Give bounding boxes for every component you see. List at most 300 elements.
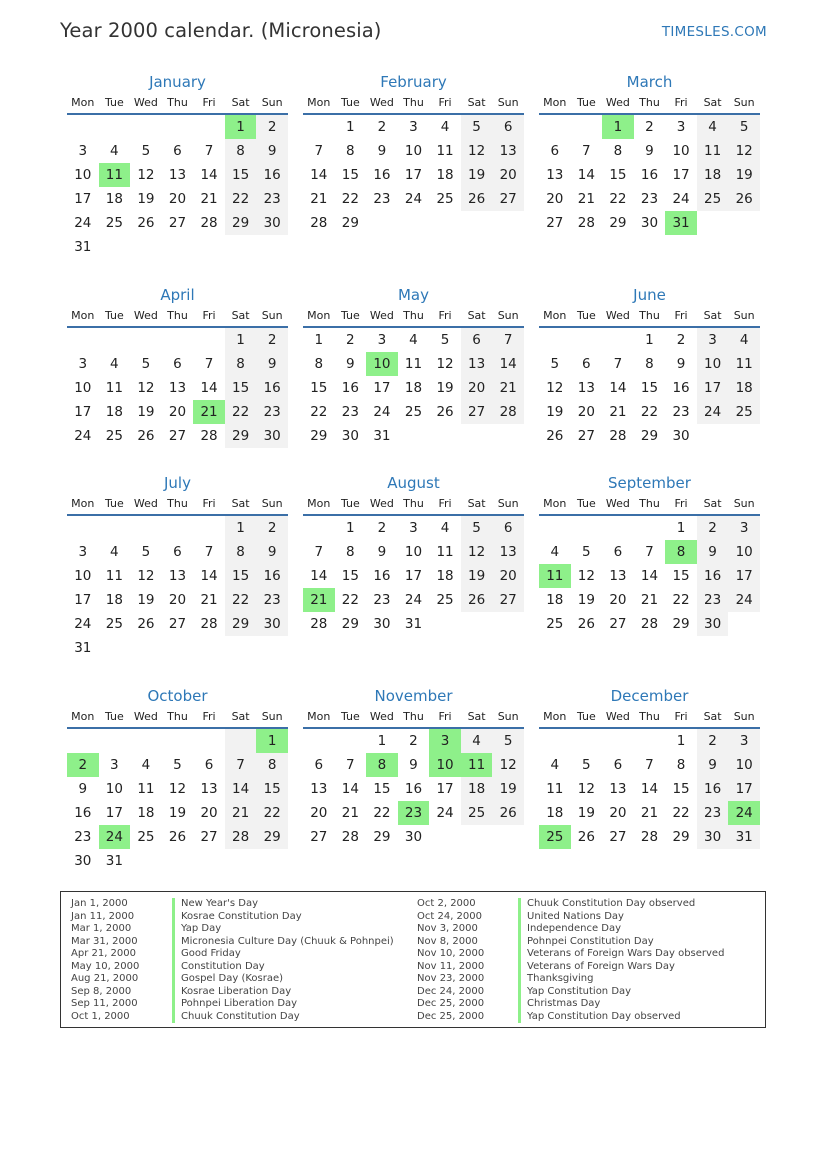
day-cell: 9: [676, 356, 686, 372]
day-cell: 10: [404, 143, 423, 159]
day-cell: 7: [613, 356, 623, 372]
day-cell: 12: [137, 380, 155, 396]
day-cell: 30: [341, 428, 359, 444]
empty-day-cell: [602, 516, 634, 540]
empty-day-cell: [67, 516, 99, 540]
week-row: [67, 612, 288, 636]
day-cell: 28: [225, 825, 257, 849]
weekday-label: Thu: [639, 710, 660, 723]
empty-day-cell: [461, 424, 493, 448]
week-row: [67, 235, 288, 259]
day-cell: 16: [640, 167, 659, 183]
day-cell: 25: [728, 400, 760, 424]
week-row: [539, 729, 760, 753]
day-cell: 12: [168, 781, 187, 797]
weekday-header: [67, 707, 288, 729]
day-cell: 29: [225, 211, 257, 235]
empty-day-cell: [193, 115, 225, 139]
day-cell: 27: [168, 428, 187, 444]
holiday-date: Jan 11, 2000: [71, 910, 135, 922]
day-cell: 20: [168, 191, 187, 207]
day-cell: 1: [676, 520, 686, 536]
day-cell: 10: [74, 380, 92, 396]
day-cell: 17: [373, 380, 391, 396]
day-cell: 19: [461, 564, 493, 588]
day-cell: 7: [204, 143, 214, 159]
day-cell: 19: [492, 777, 524, 801]
empty-day-cell: [162, 115, 194, 139]
month-title: June: [633, 286, 666, 304]
day-cell: 31: [74, 239, 92, 255]
day-cell: 14: [492, 352, 524, 376]
holiday-day-cell: 8: [665, 540, 697, 564]
empty-day-cell: [429, 211, 461, 235]
weekday-label: Wed: [133, 497, 158, 510]
day-cell: 8: [225, 352, 257, 376]
day-cell: 28: [492, 400, 524, 424]
empty-day-cell: [193, 729, 225, 753]
weekday-label: Tue: [340, 710, 360, 723]
day-cell: 7: [582, 143, 591, 159]
day-cell: 22: [225, 187, 257, 211]
day-cell: 20: [492, 163, 524, 187]
day-cell: 9: [256, 352, 288, 376]
holiday-list: [60, 891, 766, 1028]
week-row: [67, 352, 288, 376]
empty-day-cell: [130, 328, 162, 352]
day-cell: 24: [697, 400, 729, 424]
day-cell: 16: [74, 805, 92, 821]
holiday-day-cell: 1: [225, 115, 257, 139]
month-title: October: [147, 687, 208, 705]
day-cell: 17: [74, 592, 92, 608]
day-cell: 5: [461, 115, 493, 139]
day-cell: 7: [346, 757, 355, 773]
day-cell: 4: [409, 332, 418, 348]
day-cell: 4: [440, 119, 450, 135]
day-cell: 21: [577, 191, 595, 207]
empty-day-cell: [492, 424, 524, 448]
week-row: [303, 612, 524, 636]
day-cell: 15: [609, 167, 627, 183]
day-cell: 15: [672, 781, 690, 797]
weekday-label: Sun: [733, 309, 755, 322]
empty-day-cell: [162, 636, 194, 660]
weekday-label: Sun: [733, 96, 755, 109]
day-cell: 22: [341, 592, 359, 608]
month-january: [67, 72, 288, 259]
day-cell: 6: [492, 516, 524, 540]
empty-day-cell: [225, 235, 257, 259]
day-cell: 13: [168, 568, 187, 584]
holiday-date: Jan 1, 2000: [71, 898, 128, 909]
day-cell: 9: [697, 753, 729, 777]
week-row: [539, 588, 760, 612]
day-cell: 29: [225, 424, 257, 448]
day-cell: 4: [110, 544, 119, 560]
holiday-day-cell: 11: [99, 163, 131, 187]
day-cell: 2: [409, 733, 418, 749]
day-cell: 7: [645, 544, 654, 560]
day-cell: 4: [141, 757, 151, 773]
empty-day-cell: [492, 612, 524, 636]
day-cell: 28: [609, 428, 627, 444]
weekday-label: Tue: [576, 96, 596, 109]
week-row: [303, 115, 524, 139]
day-cell: 24: [404, 191, 423, 207]
empty-day-cell: [99, 729, 131, 753]
day-cell: 5: [440, 332, 450, 348]
day-cell: 2: [645, 119, 654, 135]
day-cell: 20: [200, 805, 218, 821]
weekday-label: Fri: [438, 96, 452, 109]
weekday-label: Sun: [733, 497, 755, 510]
day-cell: 30: [256, 612, 288, 636]
day-cell: 6: [550, 143, 560, 159]
day-cell: 15: [640, 380, 659, 396]
day-cell: 6: [173, 544, 182, 560]
day-cell: 4: [728, 328, 760, 352]
holiday-date: Mar 1, 2000: [71, 923, 132, 935]
day-cell: 12: [577, 781, 595, 797]
empty-day-cell: [193, 328, 225, 352]
weekday-label: Sun: [261, 96, 283, 109]
week-row: [67, 564, 288, 588]
day-cell: 11: [546, 781, 564, 797]
day-cell: 30: [672, 428, 690, 444]
day-cell: 14: [640, 781, 659, 797]
day-cell: 17: [697, 376, 729, 400]
day-cell: 18: [546, 592, 564, 608]
day-cell: 24: [74, 428, 92, 444]
day-cell: 11: [137, 781, 155, 797]
week-row: [303, 139, 524, 163]
weekday-label: Mon: [543, 309, 567, 322]
weekday-label: Sat: [467, 497, 486, 510]
empty-day-cell: [225, 849, 257, 873]
empty-day-cell: [634, 729, 666, 753]
weekday-header: [539, 494, 760, 516]
day-cell: 14: [310, 568, 328, 584]
day-cell: 14: [310, 167, 328, 183]
empty-day-cell: [99, 115, 131, 139]
weekday-header: [303, 707, 524, 729]
day-cell: 2: [377, 119, 387, 135]
day-cell: 25: [404, 404, 423, 420]
holiday-date: Mar 31, 2000: [71, 935, 138, 947]
empty-day-cell: [539, 516, 571, 540]
day-cell: 26: [168, 829, 187, 845]
weekday-label: Fri: [202, 497, 216, 510]
empty-day-cell: [193, 516, 225, 540]
weekday-header: [539, 93, 760, 115]
day-cell: 4: [110, 356, 119, 372]
holiday-day-cell: 11: [539, 564, 571, 588]
day-cell: 19: [577, 805, 595, 821]
empty-day-cell: [256, 235, 288, 259]
day-cell: 21: [200, 191, 218, 207]
day-cell: 18: [105, 191, 123, 207]
day-cell: 18: [461, 777, 493, 801]
weekday-label: Tue: [104, 309, 124, 322]
holiday-name: New Year's Day: [172, 898, 258, 911]
day-cell: 21: [492, 376, 524, 400]
week-row: [67, 849, 288, 873]
empty-day-cell: [162, 516, 194, 540]
day-cell: 27: [461, 400, 493, 424]
weekday-label: Sun: [261, 497, 283, 510]
day-cell: 19: [137, 404, 155, 420]
day-cell: 31: [404, 616, 423, 632]
day-cell: 29: [256, 825, 288, 849]
day-cell: 24: [728, 588, 760, 612]
empty-day-cell: [67, 328, 99, 352]
day-cell: 27: [492, 187, 524, 211]
empty-day-cell: [539, 115, 571, 139]
holiday-date: Nov 3, 2000: [417, 923, 478, 935]
day-cell: 22: [373, 805, 391, 821]
holiday-day-cell: 25: [539, 825, 571, 849]
day-cell: 30: [373, 616, 391, 632]
day-cell: 9: [697, 540, 729, 564]
holiday-date: Dec 25, 2000: [417, 1010, 485, 1022]
day-cell: 7: [314, 143, 324, 159]
day-cell: 28: [200, 428, 218, 444]
day-cell: 26: [728, 187, 760, 211]
week-row: [67, 376, 288, 400]
day-cell: 30: [74, 853, 92, 869]
day-cell: 9: [78, 781, 88, 797]
weekday-header: [539, 707, 760, 729]
day-cell: 8: [346, 143, 355, 159]
day-cell: 8: [256, 753, 288, 777]
weekday-label: Thu: [167, 497, 188, 510]
day-cell: 28: [310, 215, 328, 231]
day-cell: 15: [341, 167, 359, 183]
holiday-date: Apr 21, 2000: [71, 948, 137, 960]
weekday-label: Fri: [202, 96, 216, 109]
day-cell: 1: [377, 733, 387, 749]
week-row: [303, 729, 524, 753]
day-cell: 12: [728, 139, 760, 163]
week-row: [67, 588, 288, 612]
day-cell: 3: [676, 119, 686, 135]
empty-day-cell: [366, 211, 398, 235]
day-cell: 29: [672, 829, 690, 845]
day-cell: 20: [577, 404, 595, 420]
day-cell: 27: [310, 829, 328, 845]
empty-day-cell: [429, 825, 461, 849]
holiday-name: Good Friday: [172, 948, 241, 961]
empty-day-cell: [162, 235, 194, 259]
month-february: [303, 72, 524, 235]
week-row: [67, 801, 288, 825]
month-september: [539, 473, 760, 636]
week-row: [303, 588, 524, 612]
empty-day-cell: [303, 115, 335, 139]
day-cell: 18: [137, 805, 155, 821]
empty-day-cell: [634, 516, 666, 540]
weekday-label: Wed: [605, 309, 630, 322]
week-row: [303, 187, 524, 211]
weekday-header: [67, 93, 288, 115]
day-cell: 2: [377, 520, 387, 536]
month-title: March: [626, 73, 673, 91]
day-cell: 25: [436, 191, 454, 207]
empty-day-cell: [571, 115, 603, 139]
day-cell: 14: [577, 167, 595, 183]
weekday-label: Sat: [231, 96, 250, 109]
empty-day-cell: [193, 636, 225, 660]
empty-day-cell: [193, 235, 225, 259]
day-cell: 25: [697, 187, 729, 211]
day-cell: 10: [728, 753, 760, 777]
day-cell: 3: [78, 143, 88, 159]
holiday-name: Thanksgiving: [518, 973, 593, 986]
day-cell: 29: [341, 215, 359, 231]
day-cell: 9: [377, 544, 387, 560]
day-cell: 26: [461, 588, 493, 612]
day-cell: 23: [697, 588, 729, 612]
day-cell: 23: [697, 801, 729, 825]
day-cell: 16: [373, 167, 391, 183]
holiday-name: Gospel Day (Kosrae): [172, 973, 283, 986]
day-cell: 1: [346, 520, 355, 536]
day-cell: 7: [204, 356, 214, 372]
day-cell: 7: [492, 328, 524, 352]
day-cell: 5: [550, 356, 560, 372]
day-cell: 23: [373, 191, 391, 207]
day-cell: 30: [256, 424, 288, 448]
day-cell: 18: [436, 568, 454, 584]
month-title: May: [397, 286, 429, 304]
day-cell: 18: [404, 380, 423, 396]
month-march: [539, 72, 760, 235]
day-cell: 24: [74, 616, 92, 632]
holiday-name: Yap Constitution Day: [518, 986, 631, 999]
holiday-date: Sep 8, 2000: [71, 985, 132, 997]
weekday-label: Thu: [403, 710, 424, 723]
day-cell: 26: [492, 801, 524, 825]
day-cell: 6: [613, 757, 623, 773]
day-cell: 8: [225, 540, 257, 564]
weekday-label: Sun: [261, 710, 283, 723]
holiday-day-cell: 1: [256, 729, 288, 753]
day-cell: 19: [577, 592, 595, 608]
weekday-label: Mon: [71, 710, 95, 723]
day-cell: 29: [609, 215, 627, 231]
day-cell: 5: [173, 757, 182, 773]
day-cell: 30: [404, 829, 423, 845]
weekday-label: Sat: [703, 96, 722, 109]
empty-day-cell: [99, 235, 131, 259]
week-row: [303, 400, 524, 424]
day-cell: 22: [640, 404, 659, 420]
day-cell: 16: [373, 568, 391, 584]
empty-day-cell: [99, 516, 131, 540]
weekday-label: Tue: [104, 710, 124, 723]
day-cell: 27: [609, 829, 627, 845]
empty-day-cell: [492, 825, 524, 849]
weekday-label: Sat: [467, 309, 486, 322]
empty-day-cell: [571, 328, 603, 352]
day-cell: 4: [461, 729, 493, 753]
holiday-date: Aug 21, 2000: [71, 973, 139, 985]
day-cell: 18: [105, 592, 123, 608]
holiday-name: Veterans of Foreign Wars Day: [518, 961, 675, 974]
day-cell: 23: [341, 404, 359, 420]
empty-day-cell: [193, 849, 225, 873]
week-row: [67, 540, 288, 564]
day-cell: 27: [492, 588, 524, 612]
day-cell: 23: [256, 187, 288, 211]
day-cell: 28: [640, 829, 659, 845]
week-row: [303, 516, 524, 540]
day-cell: 9: [377, 143, 387, 159]
day-cell: 15: [672, 568, 690, 584]
holiday-day-cell: 31: [665, 211, 697, 235]
week-row: [67, 516, 288, 540]
empty-day-cell: [256, 636, 288, 660]
weekday-label: Sat: [231, 309, 250, 322]
week-row: [539, 376, 760, 400]
holiday-name: Christmas Day: [518, 998, 600, 1011]
day-cell: 23: [74, 829, 92, 845]
day-cell: 28: [640, 616, 659, 632]
day-cell: 1: [225, 516, 257, 540]
day-cell: 13: [310, 781, 328, 797]
holiday-day-cell: 2: [67, 753, 99, 777]
day-cell: 10: [404, 544, 423, 560]
holiday-name: Chuuk Constitution Day observed: [518, 898, 695, 911]
week-row: [539, 352, 760, 376]
day-cell: 13: [200, 781, 218, 797]
day-cell: 1: [314, 332, 324, 348]
month-august: [303, 473, 524, 636]
day-cell: 17: [74, 404, 92, 420]
day-cell: 14: [640, 568, 659, 584]
day-cell: 31: [105, 853, 123, 869]
day-cell: 15: [373, 781, 391, 797]
weekday-header: [67, 494, 288, 516]
week-row: [67, 636, 288, 660]
day-cell: 12: [461, 540, 493, 564]
weekday-label: Sat: [467, 96, 486, 109]
week-row: [539, 115, 760, 139]
day-cell: 26: [546, 428, 564, 444]
week-row: [67, 729, 288, 753]
holiday-name: Independence Day: [518, 923, 621, 936]
holiday-name: United Nations Day: [518, 911, 624, 924]
brand-link[interactable]: TIMESLES.COM: [661, 24, 767, 40]
weekday-label: Fri: [202, 309, 216, 322]
month-title: August: [387, 474, 440, 492]
empty-day-cell: [162, 729, 194, 753]
month-december: [539, 686, 760, 849]
day-cell: 13: [168, 380, 187, 396]
holiday-day-cell: 11: [461, 753, 493, 777]
day-cell: 5: [141, 544, 151, 560]
weekday-label: Fri: [438, 710, 452, 723]
day-cell: 17: [404, 568, 423, 584]
empty-day-cell: [256, 849, 288, 873]
weekday-label: Wed: [369, 309, 394, 322]
day-cell: 2: [676, 332, 686, 348]
weekday-label: Fri: [674, 309, 688, 322]
day-cell: 16: [256, 163, 288, 187]
holiday-date: Dec 24, 2000: [417, 985, 485, 997]
week-row: [539, 424, 760, 448]
